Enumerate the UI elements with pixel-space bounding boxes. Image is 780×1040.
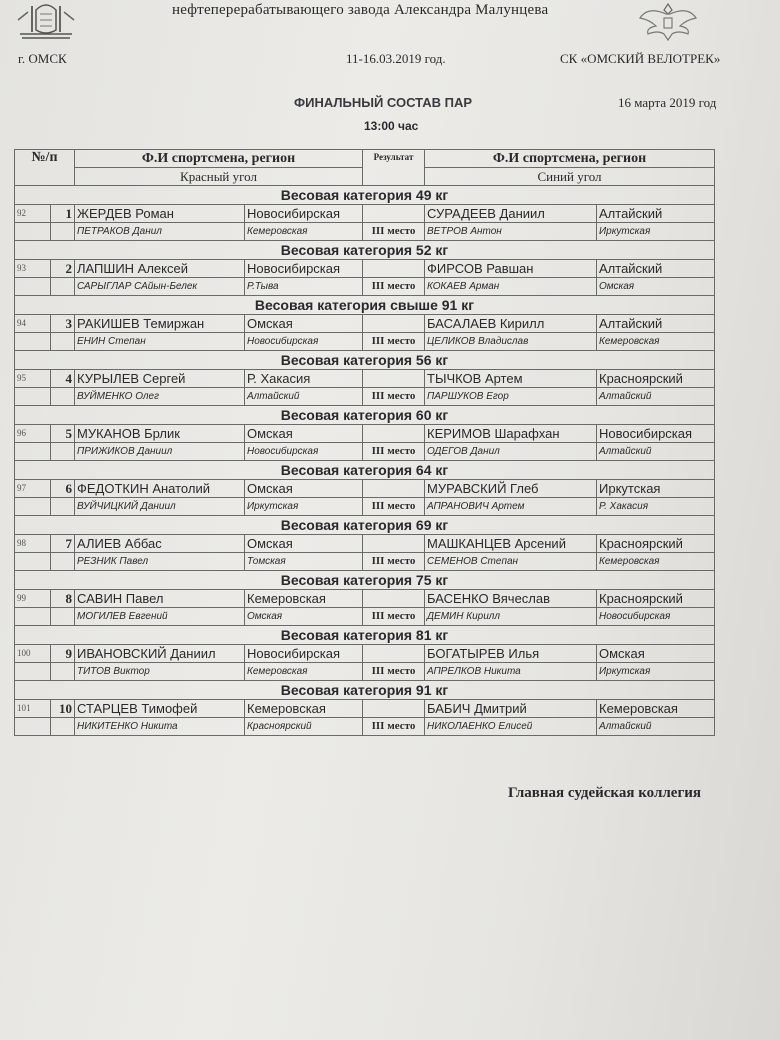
empty-cell	[15, 278, 51, 296]
red-athlete-name: ЖЕРДЕВ Роман	[75, 205, 245, 223]
empty-cell	[15, 718, 51, 736]
third-place-row	[15, 718, 715, 736]
col-blue-name-header: Ф.И спортсмена, регион	[425, 150, 715, 168]
russian-eagle-icon	[636, 0, 700, 44]
bout-number: 99	[15, 590, 51, 608]
red-athlete-name: АЛИЕВ Аббас	[75, 535, 245, 553]
red-third-place-region: Кемеровская	[245, 663, 363, 681]
red-third-place-name: НИКИТЕНКО Никита	[75, 718, 245, 736]
bout-number: 101	[15, 700, 51, 718]
empty-cell	[51, 718, 75, 736]
red-athlete-region: Новосибирская	[245, 205, 363, 223]
third-place-row	[15, 333, 715, 351]
red-athlete-region: Р. Хакасия	[245, 370, 363, 388]
pair-number: 8	[51, 590, 75, 608]
red-athlete-name: ЛАПШИН Алексей	[75, 260, 245, 278]
empty-cell	[51, 223, 75, 241]
third-place-row	[15, 278, 715, 296]
red-athlete-region: Омская	[245, 535, 363, 553]
weight-category-title: Весовая категория 75 кг	[15, 571, 715, 590]
bout-number: 100	[15, 645, 51, 663]
red-third-place-name: ТИТОВ Виктор	[75, 663, 245, 681]
pair-number: 5	[51, 425, 75, 443]
blue-third-place-region: Иркутская	[597, 223, 715, 241]
empty-cell	[51, 333, 75, 351]
red-third-place-region: Новосибирская	[245, 333, 363, 351]
weight-category-row	[15, 241, 715, 260]
blue-third-place-region: Алтайский	[597, 718, 715, 736]
city-label: г. ОМСК	[18, 51, 67, 66]
blue-athlete-name: ТЫЧКОВ Артем	[425, 370, 597, 388]
blue-third-place-region: Р. Хакасия	[597, 498, 715, 516]
blue-third-place-region: Омская	[597, 278, 715, 296]
weight-category-title: Весовая категория 52 кг	[15, 241, 715, 260]
blue-third-place-name: ДЕМИН Кирилл	[425, 608, 597, 626]
red-athlete-region: Новосибирская	[245, 645, 363, 663]
red-athlete-name: КУРЫЛЕВ Сергей	[75, 370, 245, 388]
red-third-place-name: ПЕТРАКОВ Данил	[75, 223, 245, 241]
red-third-place-name: РЕЗНИК Павел	[75, 553, 245, 571]
empty-cell	[15, 553, 51, 571]
third-place-label: III место	[363, 663, 425, 681]
red-third-place-name: ПРИЖИКОВ Даниил	[75, 443, 245, 461]
weight-category-title: Весовая категория 56 кг	[15, 351, 715, 370]
blue-athlete-region: Омская	[597, 645, 715, 663]
final-bout-row	[15, 205, 715, 223]
result-cell	[363, 480, 425, 498]
blue-third-place-name: ЦЕЛИКОВ Владислав	[425, 333, 597, 351]
blue-corner-label: Синий угол	[425, 168, 715, 186]
blue-third-place-name: КОКАЕВ Арман	[425, 278, 597, 296]
result-cell	[363, 315, 425, 333]
final-bout-row	[15, 370, 715, 388]
weight-category-row	[15, 571, 715, 590]
blue-third-place-region: Иркутская	[597, 663, 715, 681]
weight-category-title: Весовая категория 91 кг	[15, 681, 715, 700]
final-bout-row	[15, 260, 715, 278]
red-third-place-name: ВУЙЧИЦКИЙ Даниил	[75, 498, 245, 516]
red-third-place-region: Иркутская	[245, 498, 363, 516]
blue-athlete-name: КЕРИМОВ Шарафхан	[425, 425, 597, 443]
result-cell	[363, 260, 425, 278]
red-third-place-name: ЕНИН Степан	[75, 333, 245, 351]
third-place-label: III место	[363, 498, 425, 516]
weight-category-row	[15, 461, 715, 480]
result-cell	[363, 700, 425, 718]
pair-number: 9	[51, 645, 75, 663]
third-place-label: III место	[363, 278, 425, 296]
blue-athlete-name: БАСЕНКО Вячеслав	[425, 590, 597, 608]
blue-athlete-region: Красноярский	[597, 590, 715, 608]
weight-category-row	[15, 351, 715, 370]
red-third-place-region: Р.Тыва	[245, 278, 363, 296]
empty-cell	[15, 608, 51, 626]
red-athlete-name: РАКИШЕВ Темиржан	[75, 315, 245, 333]
red-athlete-name: МУКАНОВ Брлик	[75, 425, 245, 443]
red-third-place-region: Новосибирская	[245, 443, 363, 461]
third-place-label: III место	[363, 718, 425, 736]
blue-athlete-name: БАБИЧ Дмитрий	[425, 700, 597, 718]
document-date: 16 марта 2019 год	[618, 95, 717, 110]
blue-athlete-name: СУРАДЕЕВ Даниил	[425, 205, 597, 223]
judges-board-label: Главная судейская коллегия	[508, 785, 702, 801]
weight-category-title: Весовая категория 49 кг	[15, 186, 715, 205]
final-bout-row	[15, 700, 715, 718]
weight-category-row	[15, 516, 715, 535]
pair-number: 7	[51, 535, 75, 553]
final-bout-row	[15, 590, 715, 608]
bout-number: 96	[15, 425, 51, 443]
pair-number: 1	[51, 205, 75, 223]
final-bout-row	[15, 425, 715, 443]
red-athlete-name: ИВАНОВСКИЙ Даниил	[75, 645, 245, 663]
red-athlete-name: СТАРЦЕВ Тимофей	[75, 700, 245, 718]
third-place-row	[15, 223, 715, 241]
empty-cell	[51, 278, 75, 296]
pair-number: 4	[51, 370, 75, 388]
blue-athlete-region: Кемеровская	[597, 700, 715, 718]
weight-category-row	[15, 406, 715, 425]
third-place-row	[15, 663, 715, 681]
final-bout-row	[15, 535, 715, 553]
empty-cell	[15, 498, 51, 516]
weight-category-title: Весовая категория 60 кг	[15, 406, 715, 425]
blue-third-place-name: ОДЕГОВ Данил	[425, 443, 597, 461]
result-cell	[363, 370, 425, 388]
blue-athlete-region: Иркутская	[597, 480, 715, 498]
bout-number: 93	[15, 260, 51, 278]
empty-cell	[51, 553, 75, 571]
third-place-row	[15, 553, 715, 571]
venue-label: СК «ОМСКИЙ ВЕЛОТРЕК»	[560, 51, 721, 66]
blue-athlete-region: Красноярский	[597, 535, 715, 553]
blue-third-place-name: СЕМЕНОВ Степан	[425, 553, 597, 571]
empty-cell	[51, 443, 75, 461]
result-cell	[363, 590, 425, 608]
result-cell	[363, 645, 425, 663]
red-athlete-region: Кемеровская	[245, 590, 363, 608]
bout-number: 92	[15, 205, 51, 223]
blue-third-place-name: НИКОЛАЕНКО Елисей	[425, 718, 597, 736]
blue-athlete-region: Алтайский	[597, 315, 715, 333]
pair-number: 2	[51, 260, 75, 278]
weight-category-row	[15, 681, 715, 700]
empty-cell	[15, 388, 51, 406]
blue-athlete-name: БОГАТЫРЕВ Илья	[425, 645, 597, 663]
blue-third-place-region: Кемеровская	[597, 553, 715, 571]
final-bout-row	[15, 315, 715, 333]
red-third-place-name: МОГИЛЕВ Евгений	[75, 608, 245, 626]
weight-category-row	[15, 626, 715, 645]
third-place-row	[15, 388, 715, 406]
bout-number: 94	[15, 315, 51, 333]
empty-cell	[15, 443, 51, 461]
empty-cell	[51, 608, 75, 626]
weight-category-row	[15, 296, 715, 315]
weight-category-title: Весовая категория свыше 91 кг	[15, 296, 715, 315]
red-athlete-name: ФЕДОТКИН Анатолий	[75, 480, 245, 498]
red-third-place-region: Красноярский	[245, 718, 363, 736]
blue-athlete-region: Новосибирская	[597, 425, 715, 443]
empty-cell	[51, 663, 75, 681]
third-place-label: III место	[363, 223, 425, 241]
coat-of-arms-left-icon	[12, 0, 80, 44]
third-place-row	[15, 608, 715, 626]
third-place-label: III место	[363, 333, 425, 351]
final-bout-row	[15, 480, 715, 498]
blue-third-place-name: ПАРШУКОВ Егор	[425, 388, 597, 406]
blue-athlete-name: ФИРСОВ Равшан	[425, 260, 597, 278]
bout-number: 95	[15, 370, 51, 388]
empty-cell	[51, 388, 75, 406]
blue-third-place-region: Новосибирская	[597, 608, 715, 626]
red-athlete-region: Омская	[245, 315, 363, 333]
red-third-place-region: Кемеровская	[245, 223, 363, 241]
pairs-table	[14, 149, 715, 736]
weight-category-row	[15, 186, 715, 205]
blue-third-place-name: АПРЕЛКОВ Никита	[425, 663, 597, 681]
bout-number: 98	[15, 535, 51, 553]
empty-cell	[15, 223, 51, 241]
blue-third-place-region: Алтайский	[597, 388, 715, 406]
pair-number: 6	[51, 480, 75, 498]
weight-category-title: Весовая категория 81 кг	[15, 626, 715, 645]
weight-category-title: Весовая категория 64 кг	[15, 461, 715, 480]
pair-number: 10	[51, 700, 75, 718]
red-athlete-name: САВИН Павел	[75, 590, 245, 608]
red-third-place-region: Томская	[245, 553, 363, 571]
empty-cell	[15, 333, 51, 351]
blue-third-place-region: Кемеровская	[597, 333, 715, 351]
blue-third-place-name: ВЕТРОВ Антон	[425, 223, 597, 241]
third-place-label: III место	[363, 608, 425, 626]
third-place-label: III место	[363, 553, 425, 571]
document-title: ФИНАЛЬНЫЙ СОСТАВ ПАР	[294, 95, 473, 110]
blue-athlete-region: Алтайский	[597, 260, 715, 278]
blue-athlete-region: Алтайский	[597, 205, 715, 223]
pair-number: 3	[51, 315, 75, 333]
red-third-place-name: ВУЙМЕНКО Олег	[75, 388, 245, 406]
red-corner-label: Красный угол	[75, 168, 363, 186]
final-bout-row	[15, 645, 715, 663]
col-red-name-header: Ф.И спортсмена, регион	[75, 150, 363, 168]
col-number-header: №/п	[15, 150, 75, 186]
blue-athlete-name: МУРАВСКИЙ Глеб	[425, 480, 597, 498]
blue-third-place-name: АПРАНОВИЧ Артем	[425, 498, 597, 516]
red-athlete-region: Омская	[245, 480, 363, 498]
start-time: 13:00 час	[364, 119, 419, 133]
col-result-header: Результат	[363, 150, 425, 186]
blue-third-place-region: Алтайский	[597, 443, 715, 461]
empty-cell	[51, 498, 75, 516]
third-place-row	[15, 498, 715, 516]
empty-cell	[15, 663, 51, 681]
organizer-line: нефтеперерабатывающего завода Александра Малунцева	[172, 2, 549, 18]
bout-number: 97	[15, 480, 51, 498]
weight-category-title: Весовая категория 69 кг	[15, 516, 715, 535]
result-cell	[363, 535, 425, 553]
red-athlete-region: Кемеровская	[245, 700, 363, 718]
red-third-place-name: САРЫГЛАР САйын-Белек	[75, 278, 245, 296]
result-cell	[363, 205, 425, 223]
blue-athlete-region: Красноярский	[597, 370, 715, 388]
table-header-row	[15, 150, 715, 168]
third-place-row	[15, 443, 715, 461]
red-third-place-region: Алтайский	[245, 388, 363, 406]
blue-athlete-name: БАСАЛАЕВ Кирилл	[425, 315, 597, 333]
result-cell	[363, 425, 425, 443]
competition-dates: 11-16.03.2019 год.	[346, 51, 446, 66]
third-place-label: III место	[363, 388, 425, 406]
third-place-label: III место	[363, 443, 425, 461]
red-athlete-region: Новосибирская	[245, 260, 363, 278]
red-athlete-region: Омская	[245, 425, 363, 443]
blue-athlete-name: МАШКАНЦЕВ Арсений	[425, 535, 597, 553]
red-third-place-region: Омская	[245, 608, 363, 626]
